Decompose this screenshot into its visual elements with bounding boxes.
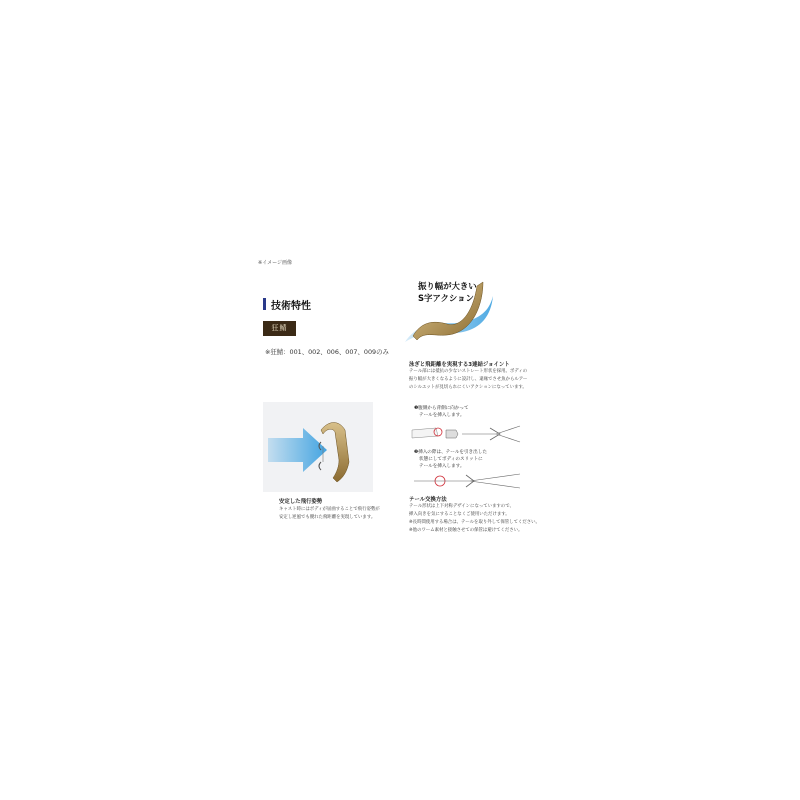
step-1-line-1: ❶腹側から背側に向かって: [414, 406, 469, 411]
step-1-line-2: テールを挿入します。: [419, 413, 465, 418]
image-note: ※イメージ画像: [258, 260, 293, 266]
joint-line-2: 振り幅が大きくなるように設計し、遠缘でさせ魚からルアー: [409, 377, 528, 382]
joint-title: 泳ぎと飛距離を実現する3連結ジョイント: [409, 362, 510, 368]
section-accent-bar: [263, 298, 266, 310]
action-headline-2: S字アクション: [418, 293, 474, 303]
lure-body: [321, 423, 349, 483]
step-2-line-2: 状態にしてボディのスリットに: [419, 457, 483, 462]
flight-title: 安定した飛行姿勢: [279, 499, 323, 505]
tail-exchange-title: テール交換方法: [409, 497, 447, 503]
tail-exchange-line-2: 挿入向きを気にすることなくご使用いただけます。: [409, 512, 510, 517]
joint-line-1: テール部には抵抗の少ないストレート形状を採用。ボディの: [409, 369, 528, 374]
step-1-diagram: [410, 420, 530, 446]
step-2-diagram: [410, 470, 530, 492]
tail-exchange-line-4: ※他のワーム素材と接触させての保管は避けてください。: [409, 528, 523, 533]
flight-line-1: キャスト時にはボディが屈曲することで飛行姿勢が: [279, 507, 380, 512]
flight-illustration: [263, 402, 373, 492]
model-badge: 狂鯖: [263, 321, 296, 336]
step-2-line-3: テールを挿入します。: [419, 464, 465, 469]
flight-line-2: 安定し逆風でも優れた飛距離を実現しています。: [279, 515, 376, 520]
tail-exchange-line-3: ※長時間使用する場合は、テールを取り外して保管してください。: [409, 520, 540, 525]
step-2-line-1: ❷挿入の際は、テールを引き出した: [414, 450, 487, 455]
flight-illustration-svg: [263, 402, 373, 492]
model-badge-note: ※狂鯖：001、002、006、007、009のみ: [265, 348, 389, 356]
tail-exchange-line-1: テール形状は上下対称デザインになっていますので、: [409, 504, 514, 509]
wind-arrow: [268, 428, 327, 472]
joint-line-3: のシルエットが見切られにくいアクションになっています。: [409, 385, 527, 390]
section-title: 技術特性: [271, 301, 311, 312]
action-headline-1: 振り幅が大きい: [418, 281, 477, 291]
